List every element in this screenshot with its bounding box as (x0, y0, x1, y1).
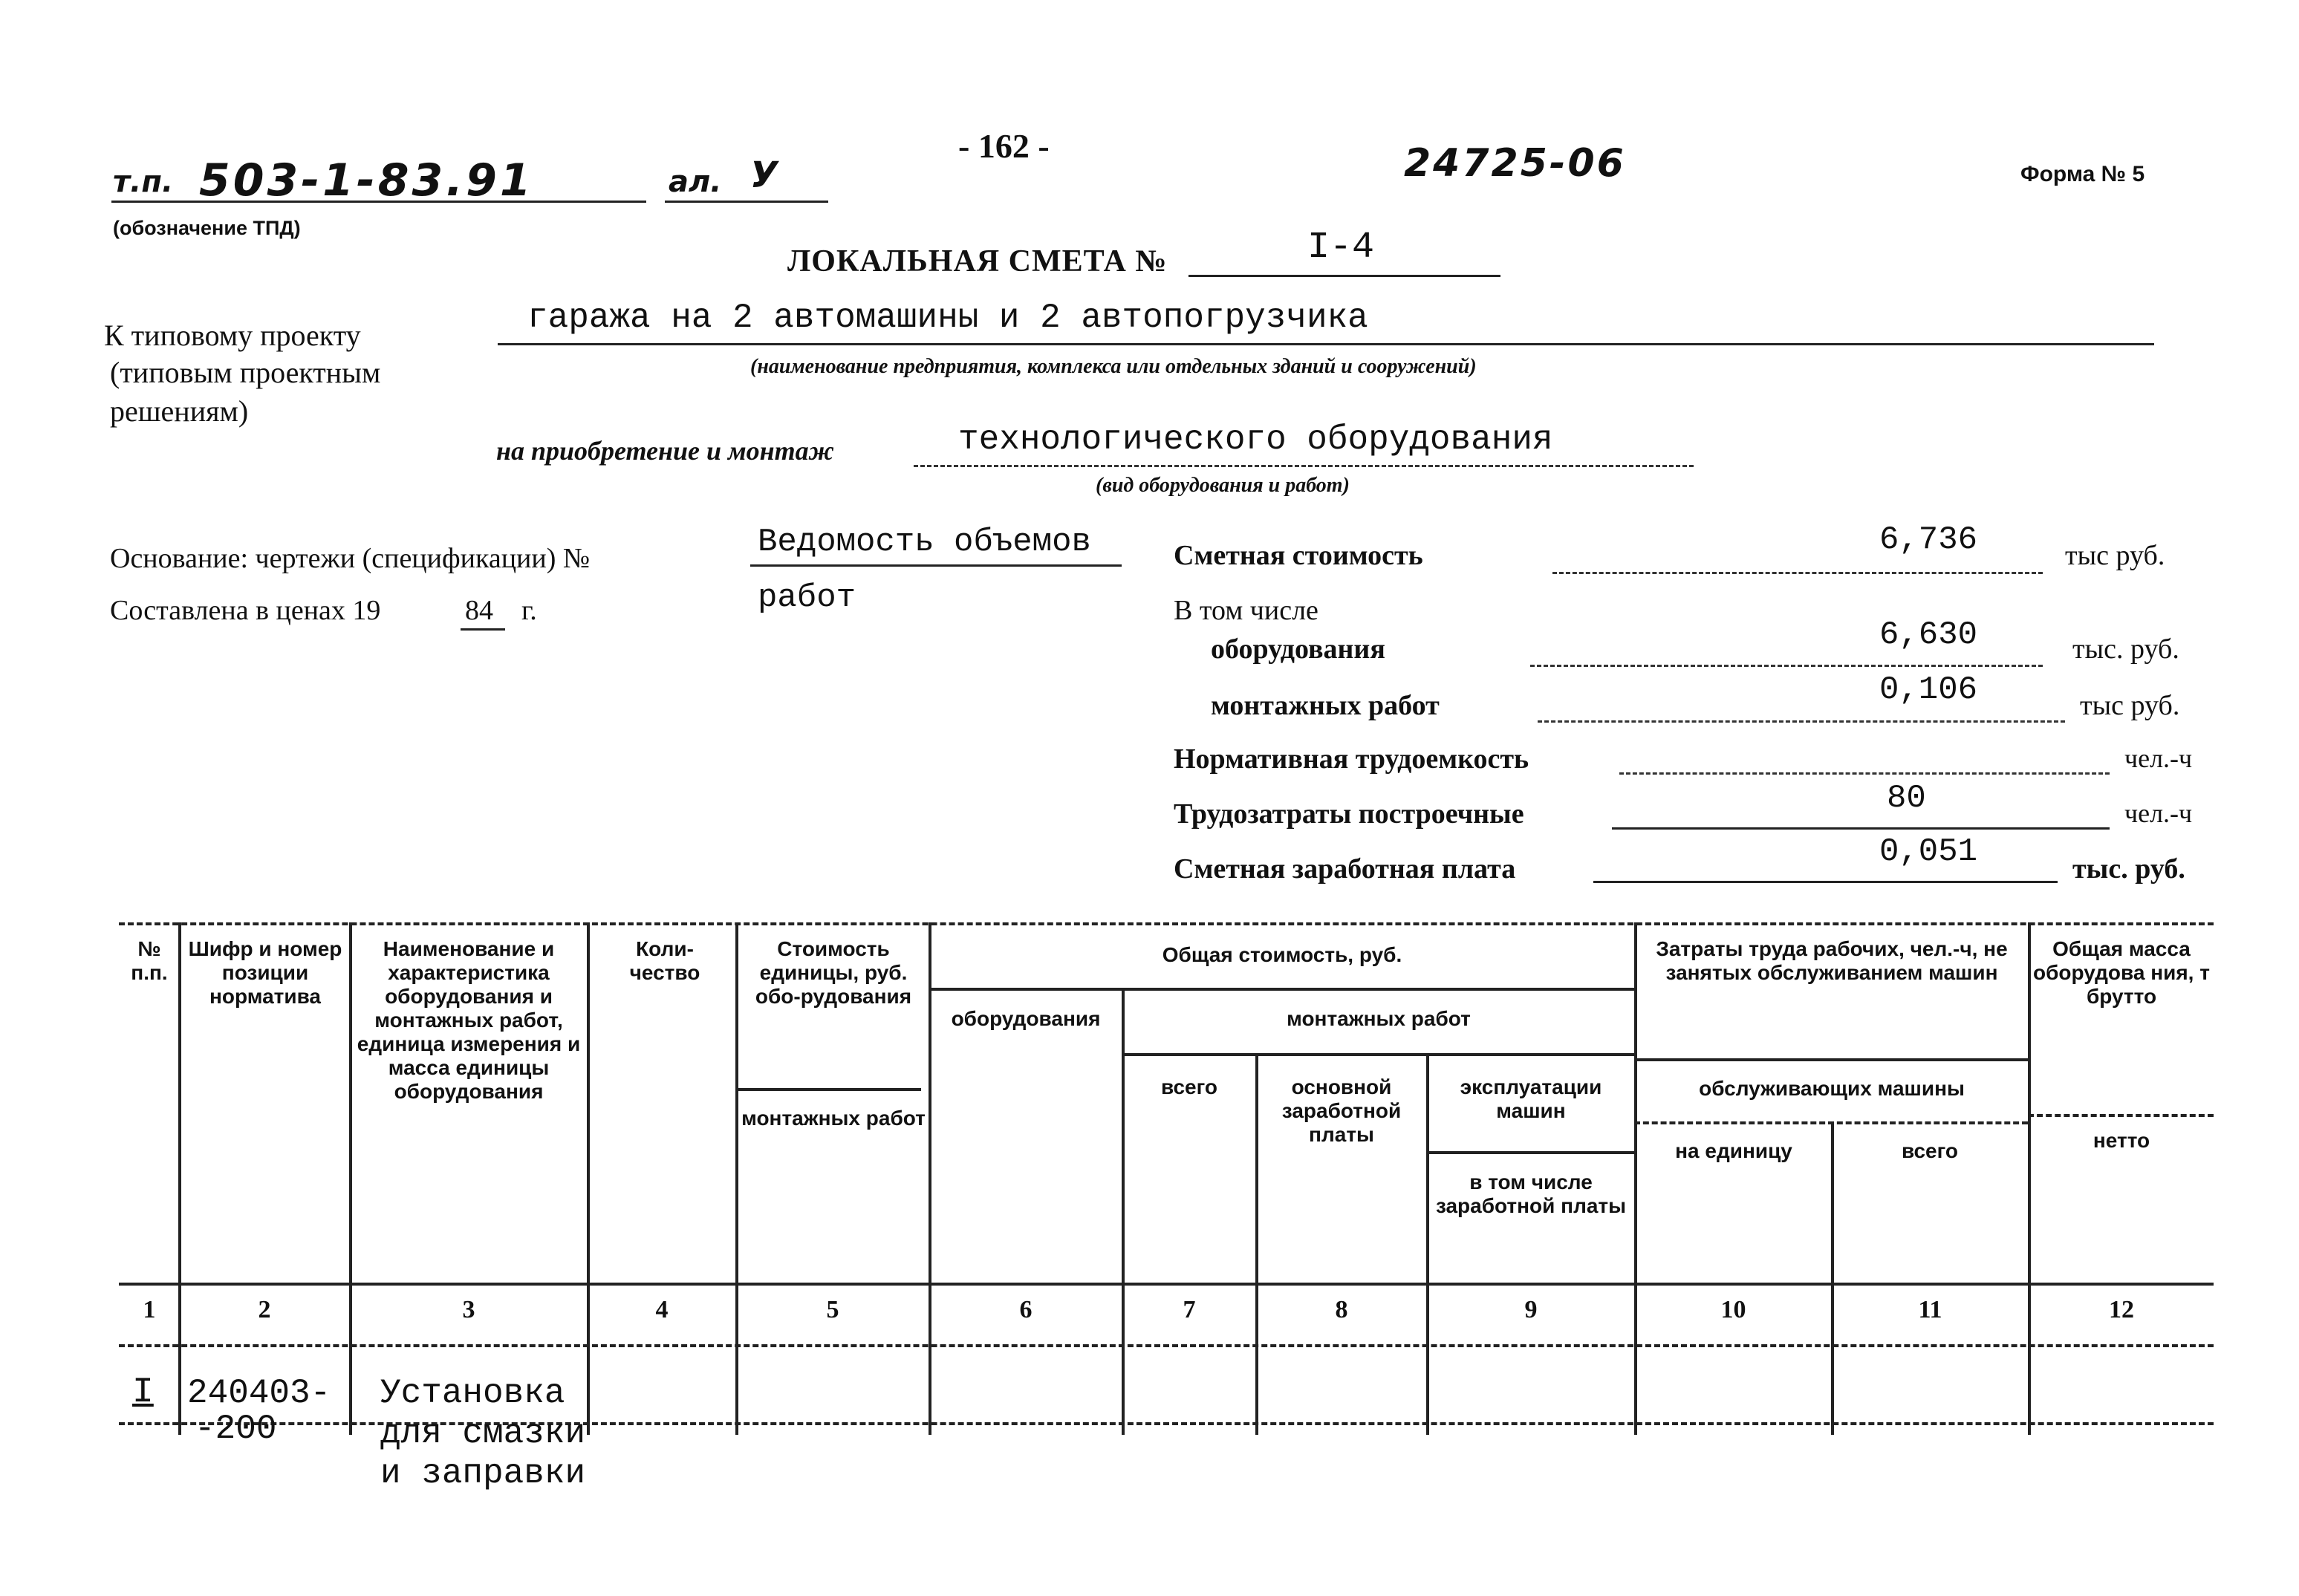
header-col6: оборудования (951, 1007, 1101, 1030)
header-col5-bottom: монтажных работ (741, 1107, 926, 1130)
col-divider-7 (1255, 1053, 1258, 1435)
norm-labor-line (1619, 772, 2110, 775)
site-labor-value: 80 (1887, 780, 1926, 817)
row-code-line2: -200 (195, 1410, 277, 1448)
col-divider-1 (178, 922, 181, 1435)
install-unit: тыс руб. (2080, 690, 2180, 721)
site-labor-label: Трудозатраты построечные (1174, 798, 1524, 830)
col-divider-2 (349, 922, 352, 1435)
project-label-line3: решениям) (110, 394, 249, 428)
wage-label: Сметная заработная плата (1174, 853, 1516, 885)
col-number-8: 8 (1335, 1296, 1348, 1323)
equipment-unit: тыс. руб. (2072, 633, 2179, 665)
col-number-3: 3 (462, 1296, 475, 1323)
prices-suffix: г. (521, 595, 537, 626)
basis-value-underline (750, 564, 1122, 567)
header-install-group: монтажных работ (1287, 1007, 1471, 1030)
header-labor-group: Затраты труда рабочих, чел.-ч, не занятых обслуживанием машин (1656, 937, 2008, 984)
estimate-number-underline (1188, 275, 1500, 277)
col-divider-3 (587, 922, 590, 1435)
unit-cost-split-line (735, 1088, 921, 1091)
equipment-line (1530, 665, 2043, 667)
col-number-11: 11 (1918, 1296, 1942, 1323)
form-number: Форма № 5 (2020, 162, 2145, 186)
header-bottom-line (119, 1283, 2214, 1286)
mass-split-line (2028, 1114, 2214, 1117)
col-number-4: 4 (655, 1296, 669, 1323)
header-col7: всего (1160, 1075, 1218, 1098)
estimate-number: I-4 (1307, 227, 1375, 269)
row-name-line1: Установка (380, 1374, 565, 1413)
project-name-underline (498, 343, 2154, 345)
header-col9-bottom: в том числе заработной платы (1435, 1170, 1627, 1217)
header-col9-top: эксплуатации машин (1460, 1075, 1602, 1122)
site-labor-unit: чел.-ч (2124, 798, 2193, 828)
album-underline (665, 201, 828, 203)
col-number-bottom-line (119, 1344, 2214, 1347)
project-name-hint: (наименование предприятия, комплекса или отдельных зданий и сооружений) (750, 355, 1477, 378)
header-col12-bottom: нетто (2092, 1129, 2150, 1152)
row-name-line3: и заправки (380, 1454, 586, 1493)
row-code-line1: 240403- (187, 1374, 331, 1413)
col-divider-9 (1634, 922, 1637, 1435)
prices-year-underline (461, 628, 505, 631)
cost-value: 6,736 (1879, 521, 1978, 558)
col-number-9: 9 (1524, 1296, 1538, 1323)
table-top-line (119, 922, 2214, 925)
project-label-line1: К типовому проекту (104, 319, 361, 352)
col-number-2: 2 (258, 1296, 271, 1323)
col-number-6: 6 (1019, 1296, 1033, 1323)
basis-value-line1: Ведомость объемов (758, 524, 1091, 561)
row-name-line2: для смазки (380, 1414, 586, 1453)
prices-label: Составлена в ценах 19 (110, 595, 381, 626)
row-index: I (132, 1372, 154, 1413)
norm-labor-label: Нормативная трудоемкость (1174, 743, 1529, 775)
col-divider-10 (1831, 1121, 1834, 1435)
tp-number-underline (111, 201, 646, 203)
basis-label: Основание: чертежи (спецификации) № (110, 543, 591, 574)
install-label: монтажных работ (1211, 690, 1440, 721)
col-divider-5 (929, 922, 931, 1435)
col-divider-6 (1122, 988, 1125, 1435)
project-label-line2: (типовым проектным (110, 356, 381, 389)
tpd-note: (обозначение ТПД) (113, 217, 301, 239)
header-col3: Наименование и характеристика оборудования и монтажных работ, единица измерения и масса единицы оборудования (357, 937, 581, 1103)
header-service-group: обслуживающих машины (1699, 1077, 1965, 1100)
install-line (1538, 720, 2065, 723)
col-divider-8 (1426, 1053, 1429, 1435)
header-total-cost: Общая стоимость, руб. (1162, 943, 1402, 966)
col-divider-4 (735, 922, 738, 1435)
header-col1: № п.п. (131, 937, 168, 984)
album-number: У (750, 154, 778, 196)
col-number-1: 1 (143, 1296, 156, 1323)
prices-year: 84 (465, 595, 493, 626)
purchase-hint: (вид оборудования и работ) (1096, 474, 1350, 497)
purchase-underline (914, 465, 1694, 467)
site-labor-line (1612, 827, 2110, 830)
col-number-10: 10 (1720, 1296, 1746, 1323)
col-number-7: 7 (1183, 1296, 1196, 1323)
install-value: 0,106 (1879, 671, 1978, 709)
project-name: гаража на 2 автомашины и 2 автопогрузчика (527, 299, 1368, 337)
install-sub-line (1122, 1053, 1634, 1056)
col-number-5: 5 (826, 1296, 839, 1323)
col-divider-11 (2028, 922, 2031, 1435)
wage-line (1593, 881, 2058, 883)
purchase-value: технологического оборудования (958, 420, 1553, 459)
tp-prefix: т.п. (113, 165, 174, 199)
tp-number: 503-1-83.91 (199, 154, 534, 206)
equipment-value: 6,630 (1879, 616, 1978, 654)
total-cost-sub-line (929, 988, 1634, 991)
album-prefix: ал. (669, 165, 722, 199)
header-col11: всего (1901, 1139, 1959, 1162)
col-number-12: 12 (2109, 1296, 2134, 1323)
basis-value-line2: работ (758, 579, 856, 616)
norm-labor-unit: чел.-ч (2124, 743, 2193, 773)
purchase-label: на приобретение и монтаж (496, 436, 834, 466)
wage-value: 0,051 (1879, 833, 1978, 870)
header-col12-top: Общая масса оборудова ния, т брутто (2033, 937, 2210, 1008)
header-col4: Коли-чество (629, 937, 700, 984)
header-col10: на единицу (1675, 1139, 1792, 1162)
header-col5-top: Стоимость единицы, руб. обо-рудования (755, 937, 912, 1008)
machines-split-line (1426, 1151, 1634, 1154)
including-label: В том числе (1174, 595, 1318, 626)
header-col2: Шифр и номер позиции норматива (188, 937, 342, 1008)
wage-unit: тыс. руб. (2072, 853, 2185, 885)
cost-unit: тыс руб. (2065, 540, 2165, 571)
page-number: - 162 - (958, 127, 1050, 165)
cost-label: Сметная стоимость (1174, 540, 1423, 571)
doc-code: 24725-06 (1404, 141, 1626, 186)
cost-line (1552, 572, 2043, 574)
labor-sub-line (1634, 1058, 2028, 1061)
estimate-title: ЛОКАЛЬНАЯ СМЕТА № (787, 244, 1168, 279)
equipment-label: оборудования (1211, 633, 1385, 665)
header-col8: основной заработной платы (1281, 1075, 1402, 1146)
